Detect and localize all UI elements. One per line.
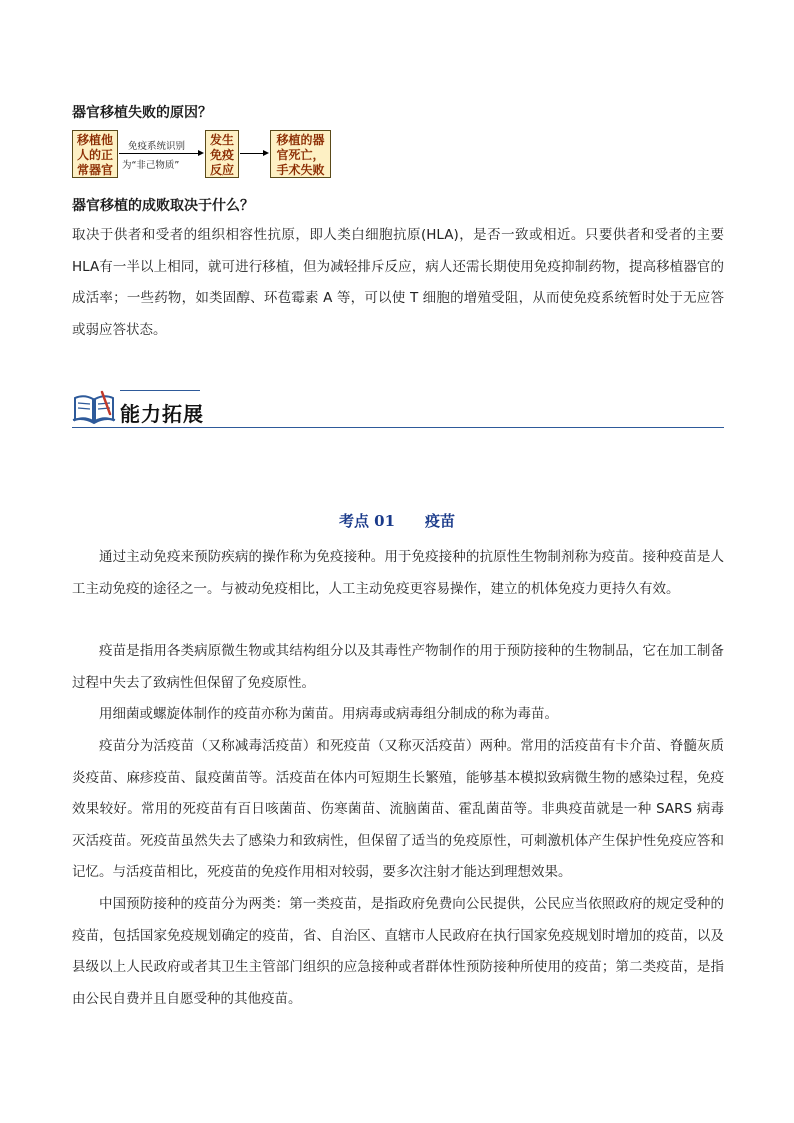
transplant-flow-diagram <box>72 130 332 182</box>
paragraph-3: 用细菌或螺旋体制作的疫苗亦称为菌苗。用病毒或病毒组分制成的称为毒苗。 <box>99 706 558 722</box>
section-banner <box>72 388 724 430</box>
arrow-right-icon <box>119 153 202 154</box>
answer-paragraph: 取决于供者和受者的组织相容性抗原，即人类白细胞抗原(HLA)，是否一致或相近。只要供者和受者的主要HLA有一半以上相同，就可进行移植，但为减轻排斥反应，病人还需长期使用免疫抑制药物，提高移植器官的成活率；一些药物，如类固醇、环苞霉素 A 等，可以使 T 细胞的增殖受阻，从而使免疫系统暂时处于无应答或弱应答状态。 <box>72 227 724 338</box>
flow-box-organ-death: 移植的器 官死亡， 手术失败 <box>270 130 331 178</box>
arrow-right-icon <box>240 153 267 154</box>
paragraph-1: 通过主动免疫来预防疾病的操作称为免疫接种。用于免疫接种的抗原性生物制剂称为疫苗。接种疫苗是人工主动免疫的途径之一。与被动免疫相比，人工主动免疫更容易操作，建立的机体免疫力更持久有效。 <box>72 549 724 597</box>
question-transplant-failure: 器官移植失败的原因？ <box>72 105 212 121</box>
open-book-icon <box>72 390 116 426</box>
flow-label-recognize: 免疫系统识别 <box>128 141 186 152</box>
flow-label-non-self: 为“非己物质” <box>122 160 180 171</box>
paragraph-5: 中国预防接种的疫苗分为两类：第一类疫苗，是指政府免费向公民提供，公民应当依照政府的规定受种的疫苗，包括国家免疫规划确定的疫苗，省、自治区、直辖市人民政府在执行国家免疫规划时增加的疫苗，以及县级以上人民政府或者其卫生主管部门组织的应急接种或者群体性预防接种所使用的疫苗；第二类疫苗，是指由公民自费并且自愿受种的其他疫苗。 <box>72 896 724 1007</box>
knowledge-point-label: 考点 01 <box>338 512 396 530</box>
question-transplant-success: 器官移植的成败取决于什么？ <box>72 198 254 214</box>
paragraph-4: 疫苗分为活疫苗（又称减毒活疫苗）和死疫苗（又称灭活疫苗）两种。常用的活疫苗有卡介苗、脊髓灰质炎疫苗、麻疹疫苗、鼠疫菌苗等。活疫苗在体内可短期生长繁殖，能够基本模拟致病微生物的感染过程，免疫效果较好。常用的死疫苗有百日咳菌苗、伤寒菌苗、流脑菌苗、霍乱菌苗等。非典疫苗就是一种 SARS 病毒灭活疫苗。死疫苗虽然失去了感染力和致病性，但保留了适当的免疫原性，可刺激机体产生保护性免疫应答和记忆。与活疫苗相比，死疫苗的免疫作用相对较弱，要多次注射才能达到理想效果。 <box>72 738 724 880</box>
paragraph-2: 疫苗是指用各类病原微生物或其结构组分以及其毒性产物制作的用于预防接种的生物制品，它在加工制备过程中失去了致病性但保留了免疫原性。 <box>72 643 724 691</box>
flow-box-transplant-organ: 移植他 人的正 常器官 <box>72 130 118 178</box>
banner-underline <box>72 427 724 429</box>
knowledge-point-name: 疫苗 <box>425 512 456 530</box>
flow-box-immune-response: 发生 免疫 反应 <box>205 130 239 178</box>
knowledge-point-title <box>0 510 794 531</box>
section-title: 能力拓展 <box>120 402 204 426</box>
banner-top-rule <box>120 390 200 391</box>
